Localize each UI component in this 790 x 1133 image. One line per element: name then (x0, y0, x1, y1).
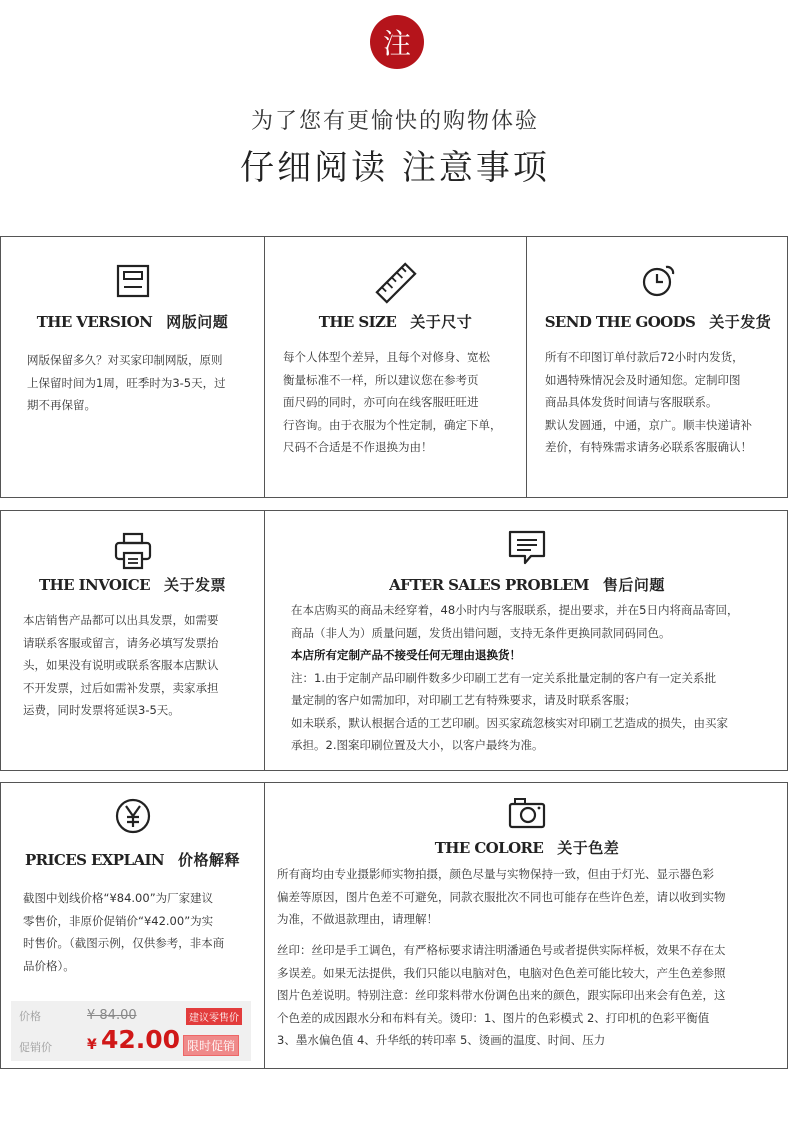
prices-panel (1, 783, 264, 1068)
size-text: 每个人体型个差异，且每个对修身、宽松 衡量标准不一样，所以建议您在参考页 面尺码的同时，亦可向在线客服旺旺进 行咨询。由于衣服为个性定制，确定下单， 尺码不合适是不作退换为由！ (283, 350, 502, 454)
invoice-heading: THE INVOICE 关于发票 (39, 576, 226, 594)
aftersales-panel (264, 511, 789, 770)
chat-icon (507, 529, 547, 567)
page-title: 仔细阅读 注意事项 (240, 148, 550, 188)
limited-promo-tag: 限时促销 (183, 1035, 239, 1056)
currency-symbol: ¥ (87, 1037, 97, 1053)
invoice-text: 本店销售产品都可以出具发票，如需要 请联系客服或留言，请务必填写发票抬 头，如果没有说明或联系客服本店默认 不开发票，过后如需补发票，卖家承担 运费，同时发票将延误3-5天。 (23, 613, 219, 717)
color-text: 所有商均由专业摄影师实物拍摄，颜色尽量与实物保持一致，但由于灯光、显示器色彩 偏差等原因，图片色差不可避免，同款衣服批次不同也可能存在些许色差，请以收到实物 为准，不做退款理由，请理解！ (277, 867, 726, 926)
color-panel (264, 783, 789, 1068)
prices-heading: PRICES EXPLAIN 价格解释 (24, 851, 241, 869)
silk-print-text: 丝印：丝印是手工调色，有严格标要求请注明潘通色号或者提供实际样板，效果不存在太 多误差。如果无法提供，我们只能以电脑对色，电脑对色色差可能比较大，产生色差参照 图片色差说明。特别注意：丝印浆料带水份调色出来的颜色，跟实际印出来会有色差，这 个色差的成因跟水分和布料有关。烫印：1、图片的色彩模式 2、打印机的色彩平衡值 3、墨水偏色值 4、升华纸的转印率 5、烫画的温度、时间、压力 (277, 943, 726, 1047)
promo-label: 促销价 (19, 1041, 52, 1054)
row-3 (0, 782, 788, 1069)
no-return-notice: 本店所有定制产品不接受任何无理由退换货！ (291, 648, 521, 662)
size-panel (264, 237, 526, 497)
version-icon (115, 263, 151, 299)
promo-price: 42.00 (101, 1025, 181, 1054)
color-heading: THE COLORE 关于色差 (434, 839, 620, 857)
aftersales-heading: AFTER SALES PROBLEM 售后问题 (389, 576, 665, 594)
notice-badge: 注 (370, 15, 424, 69)
page-subtitle: 为了您有更愉快的购物体验 (250, 109, 539, 134)
clock-icon (640, 263, 676, 299)
goods-panel (526, 237, 789, 497)
old-price: ¥ 84.00 (87, 1008, 137, 1023)
ruler-icon (374, 261, 418, 305)
printer-icon (113, 531, 153, 571)
row-1 (0, 236, 788, 498)
goods-text: 所有不印图订单付款后72小时内发货， 如遇特殊情况会及时通知您。定制印图 商品具体发货时间请与客服联系。 默认发圆通，中通，京广。顺丰快递请补 差价，有特殊需求请务必联系客服确认！ (545, 350, 752, 454)
price-example (11, 1001, 251, 1061)
prices-text: 截图中划线价格“¥84.00”为厂家建议 零售价，非原价促销价“¥42.00”为实 时售价。（截图示例，仅供参考，非本商 品价格）。 (23, 891, 225, 973)
invoice-panel (1, 511, 264, 770)
goods-heading: SEND THE GOODS 关于发货 (544, 313, 772, 331)
size-heading: THE SIZE 关于尺寸 (318, 313, 473, 331)
suggest-price-tag: 建议零售价 (186, 1008, 242, 1025)
yen-icon (114, 797, 152, 835)
version-heading: THE VERSION 网版问题 (36, 313, 229, 331)
camera-icon (507, 795, 547, 831)
row-2 (0, 510, 788, 771)
version-text: 网版保留多久？对买家印制网版，原则 上保留时间为1周，旺季时为3-5天，过 期不再保留。 (27, 353, 226, 412)
version-panel (1, 237, 264, 497)
aftersales-text: 在本店购买的商品未经穿着，48小时内与客服联系，提出要求，并在5日内将商品寄回， 商品（非人为）质量问题，发货出错问题，支持无条件更换同款同码同色。 本店所有定制产品不接受任何无理由退换货！ 注：1.由于定制产品印刷件数多少印刷工艺有一定关系批量定制的客户有一定关系批 量定制的客户如需加印，对印刷工艺有特殊要求，请及时联系客服； 如未联系，默认根据合适的工艺印刷。因买家疏忽核实对印刷工艺造成的损失，由买家 承担。2.图案印刷位置及大小，以客户最终为准。 (291, 599, 786, 757)
price-label: 价格 (19, 1010, 41, 1023)
